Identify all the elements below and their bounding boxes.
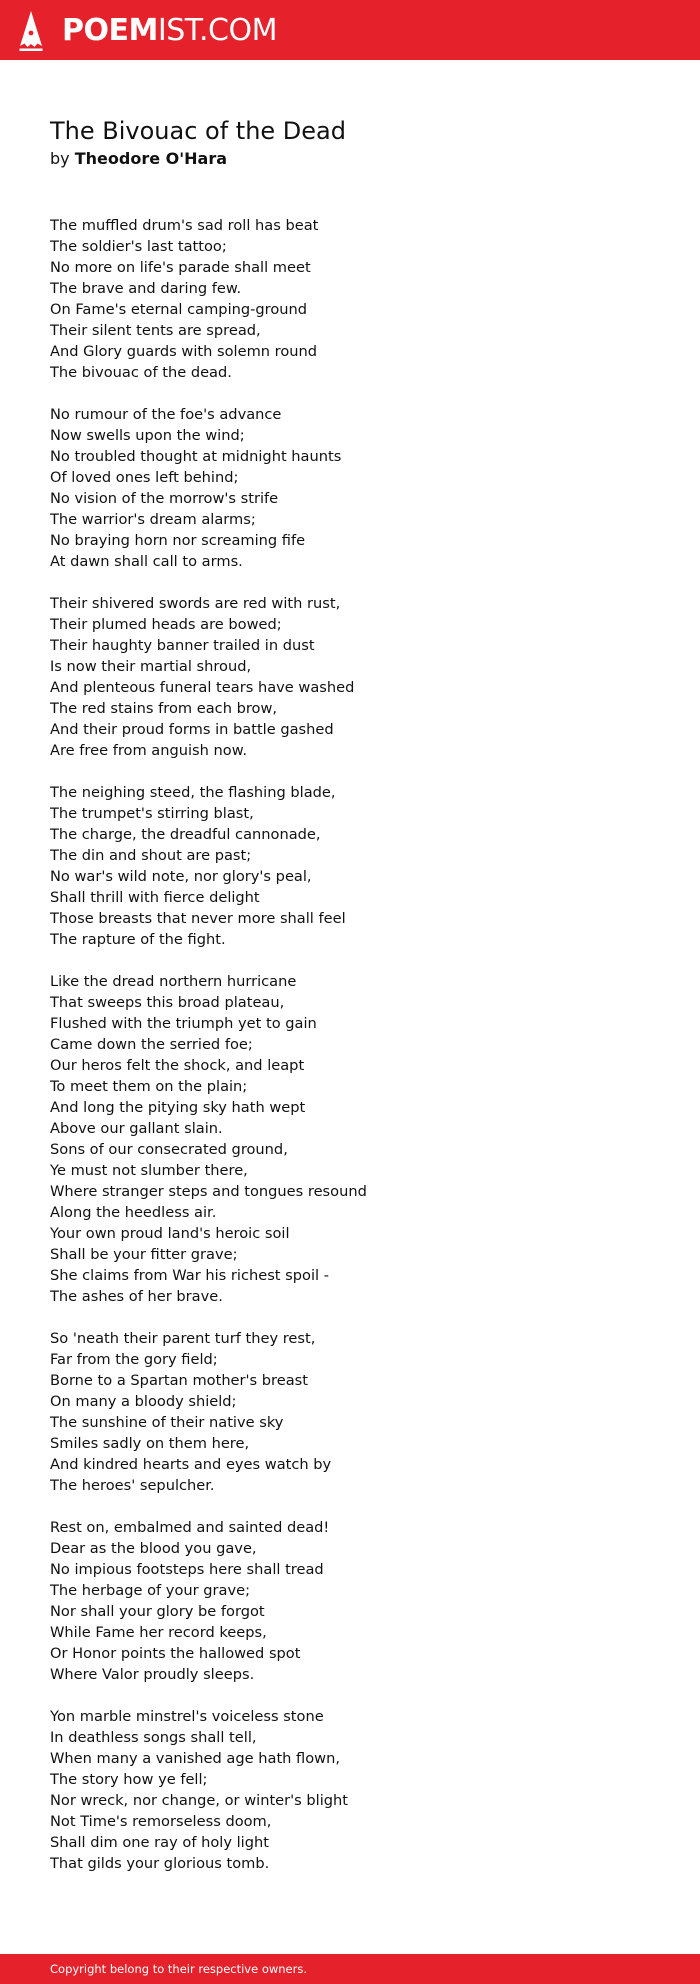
poem-line: Nor wreck, nor change, or winter's blight [50,1792,349,1809]
poem-line: That gilds your glorious tomb. [50,1855,270,1872]
poem-line: The story how ye fell; [50,1771,208,1788]
poem-stanza [50,215,650,383]
poem-line: Now swells upon the wind; [50,427,245,444]
poem-line: Sons of our consecrated ground, [50,1141,288,1158]
poem-line: While Fame her record keeps, [50,1624,267,1641]
poem-line: Shall thrill with fierce delight [50,889,260,906]
poem-line: Along the heedless air. [50,1204,217,1221]
poem-line: Is now their martial shroud, [50,658,252,675]
poem-author: Theodore O'Hara [74,149,227,168]
poem-content [50,116,650,1895]
footer-copyright: Copyright belong to their respective owners. [50,1962,308,1976]
poem-line: The rapture of the fight. [50,931,226,948]
poem-line: Borne to a Spartan mother's breast [50,1372,308,1389]
poem-line: And long the pitying sky hath wept [50,1099,306,1116]
poem-line: So 'neath their parent turf they rest, [50,1330,316,1347]
poem-stanza [50,593,650,761]
poem-line: The muffled drum's sad roll has beat [50,217,319,234]
poem-line: Those breasts that never more shall feel [50,910,346,927]
poem-line: And their proud forms in battle gashed [50,721,334,738]
poem-line: Like the dread northern hurricane [50,973,297,990]
poem-line: No braying horn nor screaming fife [50,532,306,549]
poem-line: And Glory guards with solemn round [50,343,318,360]
poem-line: No more on life's parade shall meet [50,259,311,276]
poem-line: Ye must not slumber there, [50,1162,248,1179]
by-label: by [50,149,70,168]
poem-line: The herbage of your grave; [50,1582,250,1599]
poem-line: To meet them on the plain; [50,1078,248,1095]
poem-line: The bivouac of the dead. [50,364,232,381]
poem-line: No impious footsteps here shall tread [50,1561,324,1578]
poem-line: Came down the serried foe; [50,1036,253,1053]
poem-line: The neighing steed, the flashing blade, [50,784,336,801]
poem-line: Your own proud land's heroic soil [50,1225,290,1242]
poem-line: That sweeps this broad plateau, [50,994,285,1011]
poem-line: Of loved ones left behind; [50,469,239,486]
poem-line: The trumpet's stirring blast, [50,805,254,822]
poem-line: The soldier's last tattoo; [50,238,227,255]
poem-line: The red stains from each brow, [50,700,278,717]
poem-line: Far from the gory field; [50,1351,218,1368]
poem-line: Our heros felt the shock, and leapt [50,1057,305,1074]
poem-line: The ashes of her brave. [50,1288,223,1305]
poem-line: No vision of the morrow's strife [50,490,279,507]
poem-line: On Fame's eternal camping-ground [50,301,308,318]
poem-line: Smiles sadly on them here, [50,1435,250,1452]
site-logo-link[interactable] [18,10,277,52]
poem-line: On many a bloody shield; [50,1393,237,1410]
poem-line: Where Valor proudly sleeps. [50,1666,255,1683]
poem-line: No rumour of the foe's advance [50,406,282,423]
poem-line: In deathless songs shall tell, [50,1729,257,1746]
poem-line: Are free from anguish now. [50,742,247,759]
poem-line: Their plumed heads are bowed; [50,616,282,633]
site-header [0,0,700,60]
poem-line: The din and shout are past; [50,847,252,864]
poem-line: The sunshine of their native sky [50,1414,284,1431]
poem-byline [50,148,650,170]
poem-stanza [50,1706,650,1874]
poem-line: Rest on, embalmed and sainted dead! [50,1519,330,1536]
poem-line: Dear as the blood you gave, [50,1540,257,1557]
poem-line: The heroes' sepulcher. [50,1477,215,1494]
poem-line: Their silent tents are spread, [50,322,261,339]
site-logo-text [62,13,277,48]
poem-line: Their shivered swords are red with rust, [50,595,341,612]
poem-title: The Bivouac of the Dead [50,117,346,145]
poem-line: The warrior's dream alarms; [50,511,256,528]
poem-body [50,215,650,1874]
poem-line: When many a vanished age hath flown, [50,1750,341,1767]
poem-line: And plenteous funeral tears have washed [50,679,355,696]
poem-line: Nor shall your glory be forgot [50,1603,265,1620]
poem-line: She claims from War his richest spoil - [50,1267,329,1284]
poem-line: Shall dim one ray of holy light [50,1834,269,1851]
poem-line: Shall be your fitter grave; [50,1246,238,1263]
site-footer [0,1954,700,1984]
poem-line: Their haughty banner trailed in dust [50,637,315,654]
pen-nib-icon [18,10,44,52]
poem-line: No troubled thought at midnight haunts [50,448,342,465]
logo-bold-part: POEM [62,13,158,48]
poem-stanza [50,1517,650,1685]
poem-line: Flushed with the triumph yet to gain [50,1015,317,1032]
poem-line: At dawn shall call to arms. [50,553,243,570]
poem-line: Or Honor points the hallowed spot [50,1645,301,1662]
poem-line: Where stranger steps and tongues resound [50,1183,367,1200]
poem-line: The charge, the dreadful cannonade, [50,826,321,843]
poem-line: The brave and daring few. [50,280,242,297]
poem-line: Above our gallant slain. [50,1120,223,1137]
poem-stanza [50,1328,650,1496]
poem-line: Yon marble minstrel's voiceless stone [50,1708,324,1725]
poem-line: No war's wild note, nor glory's peal, [50,868,312,885]
poem-stanza [50,782,650,950]
poem-line: Not Time's remorseless doom, [50,1813,272,1830]
poem-line: And kindred hearts and eyes watch by [50,1456,332,1473]
poem-stanza [50,971,650,1307]
logo-light-part: IST.COM [157,13,277,48]
poem-stanza [50,404,650,572]
